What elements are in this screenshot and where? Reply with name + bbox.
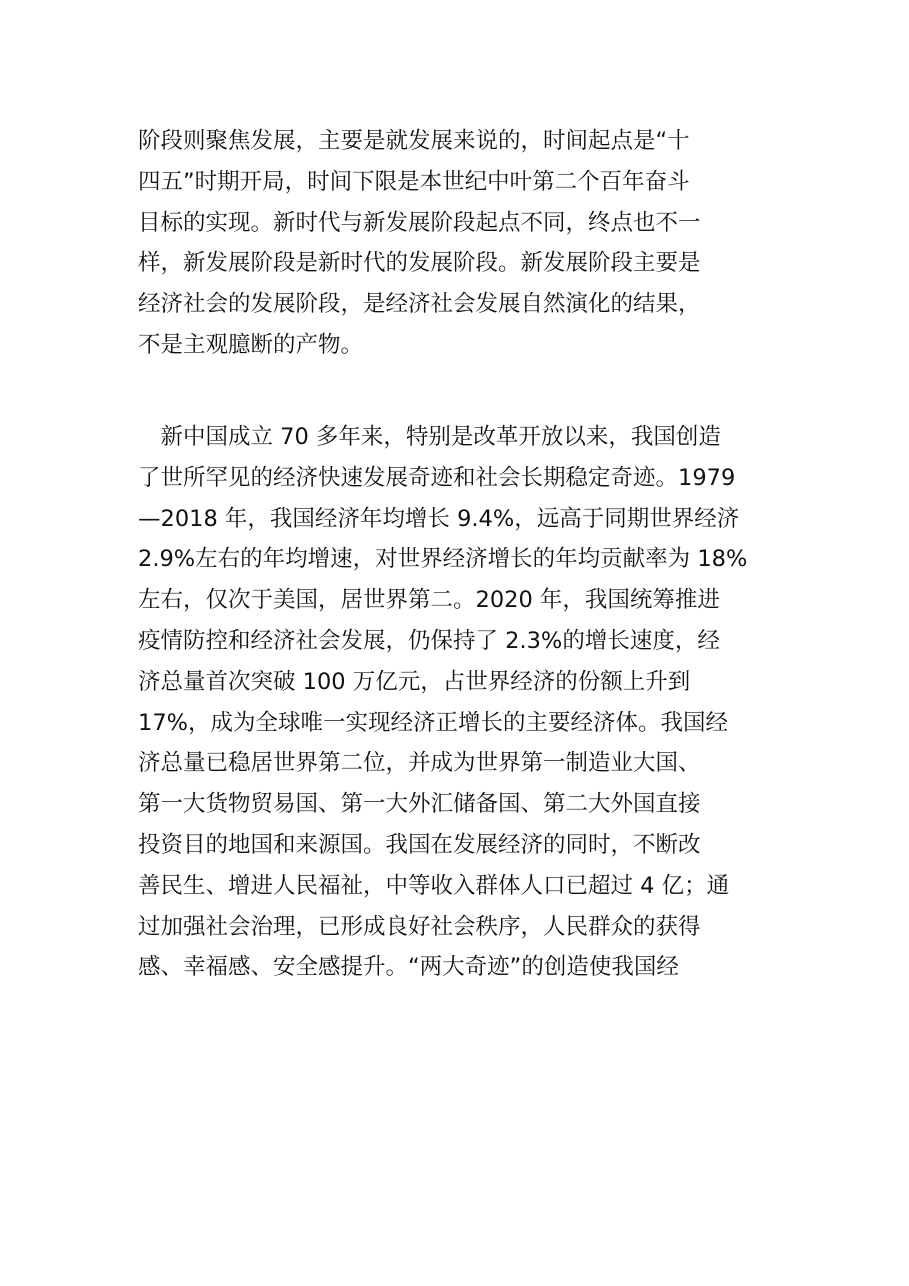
- paragraph-line: 左右，仅次于美国，居世界第二。2020 年，我国统筹推进: [138, 587, 720, 614]
- paragraph-line: 了世所罕见的经济快速发展奇迹和社会长期稳定奇迹。1979: [138, 464, 736, 491]
- paragraph-line: 17%，成为全球唯一实现经济正增长的主要经济体。我国经: [138, 709, 729, 736]
- paragraph-line: 经济社会的发展阶段，是经济社会发展自然演化的结果，: [138, 291, 701, 318]
- paragraph-line: 新中国成立 70 多年来，特别是改革开放以来，我国创造: [138, 424, 721, 450]
- paragraph-line: 2.9%左右的年均增速，对世界经济增长的年均贡献率为 18%: [138, 546, 748, 573]
- paragraph-line: 第一大货物贸易国、第一大外汇储备国、第二大外国直接: [138, 791, 701, 818]
- paragraph-line: 善民生、增进人民福祉，中等收入群体人口已超过 4 亿；通: [138, 872, 730, 899]
- paragraph-line: 四五”时期开局，时间下限是本世纪中叶第二个百年奋斗: [138, 168, 690, 195]
- paragraph-line: 感、幸福感、安全感提升。“两大奇迹”的创造使我国经: [138, 954, 679, 981]
- paragraph-line: 不是主观臆断的产物。: [138, 331, 364, 358]
- paragraph-line: 济总量已稳居世界第二位，并成为世界第一制造业大国、: [138, 750, 701, 777]
- paragraph-line: 投资目的地国和来源国。我国在发展经济的同时，不断改: [138, 831, 701, 858]
- paragraph-line: 阶段则聚焦发展，主要是就发展来说的，时间起点是“十: [138, 128, 690, 154]
- paragraph-line: —2018 年，我国经济年均增长 9.4%，远高于同期世界经济: [138, 505, 740, 532]
- paragraph-line: 济总量首次突破 100 万亿元，占世界经济的份额上升到: [138, 668, 691, 695]
- paragraph-1: [138, 121, 774, 366]
- paragraph-line: 目标的实现。新时代与新发展阶段起点不同，终点也不一: [138, 209, 701, 236]
- paragraph-2: [138, 417, 774, 988]
- paragraph-line: 过加强社会治理，已形成良好社会秩序，人民群众的获得: [138, 913, 701, 940]
- paragraph-line: 样，新发展阶段是新时代的发展阶段。新发展阶段主要是: [138, 250, 701, 277]
- paragraph-line: 疫情防控和经济社会发展，仍保持了 2.3%的增长速度，经: [138, 627, 720, 654]
